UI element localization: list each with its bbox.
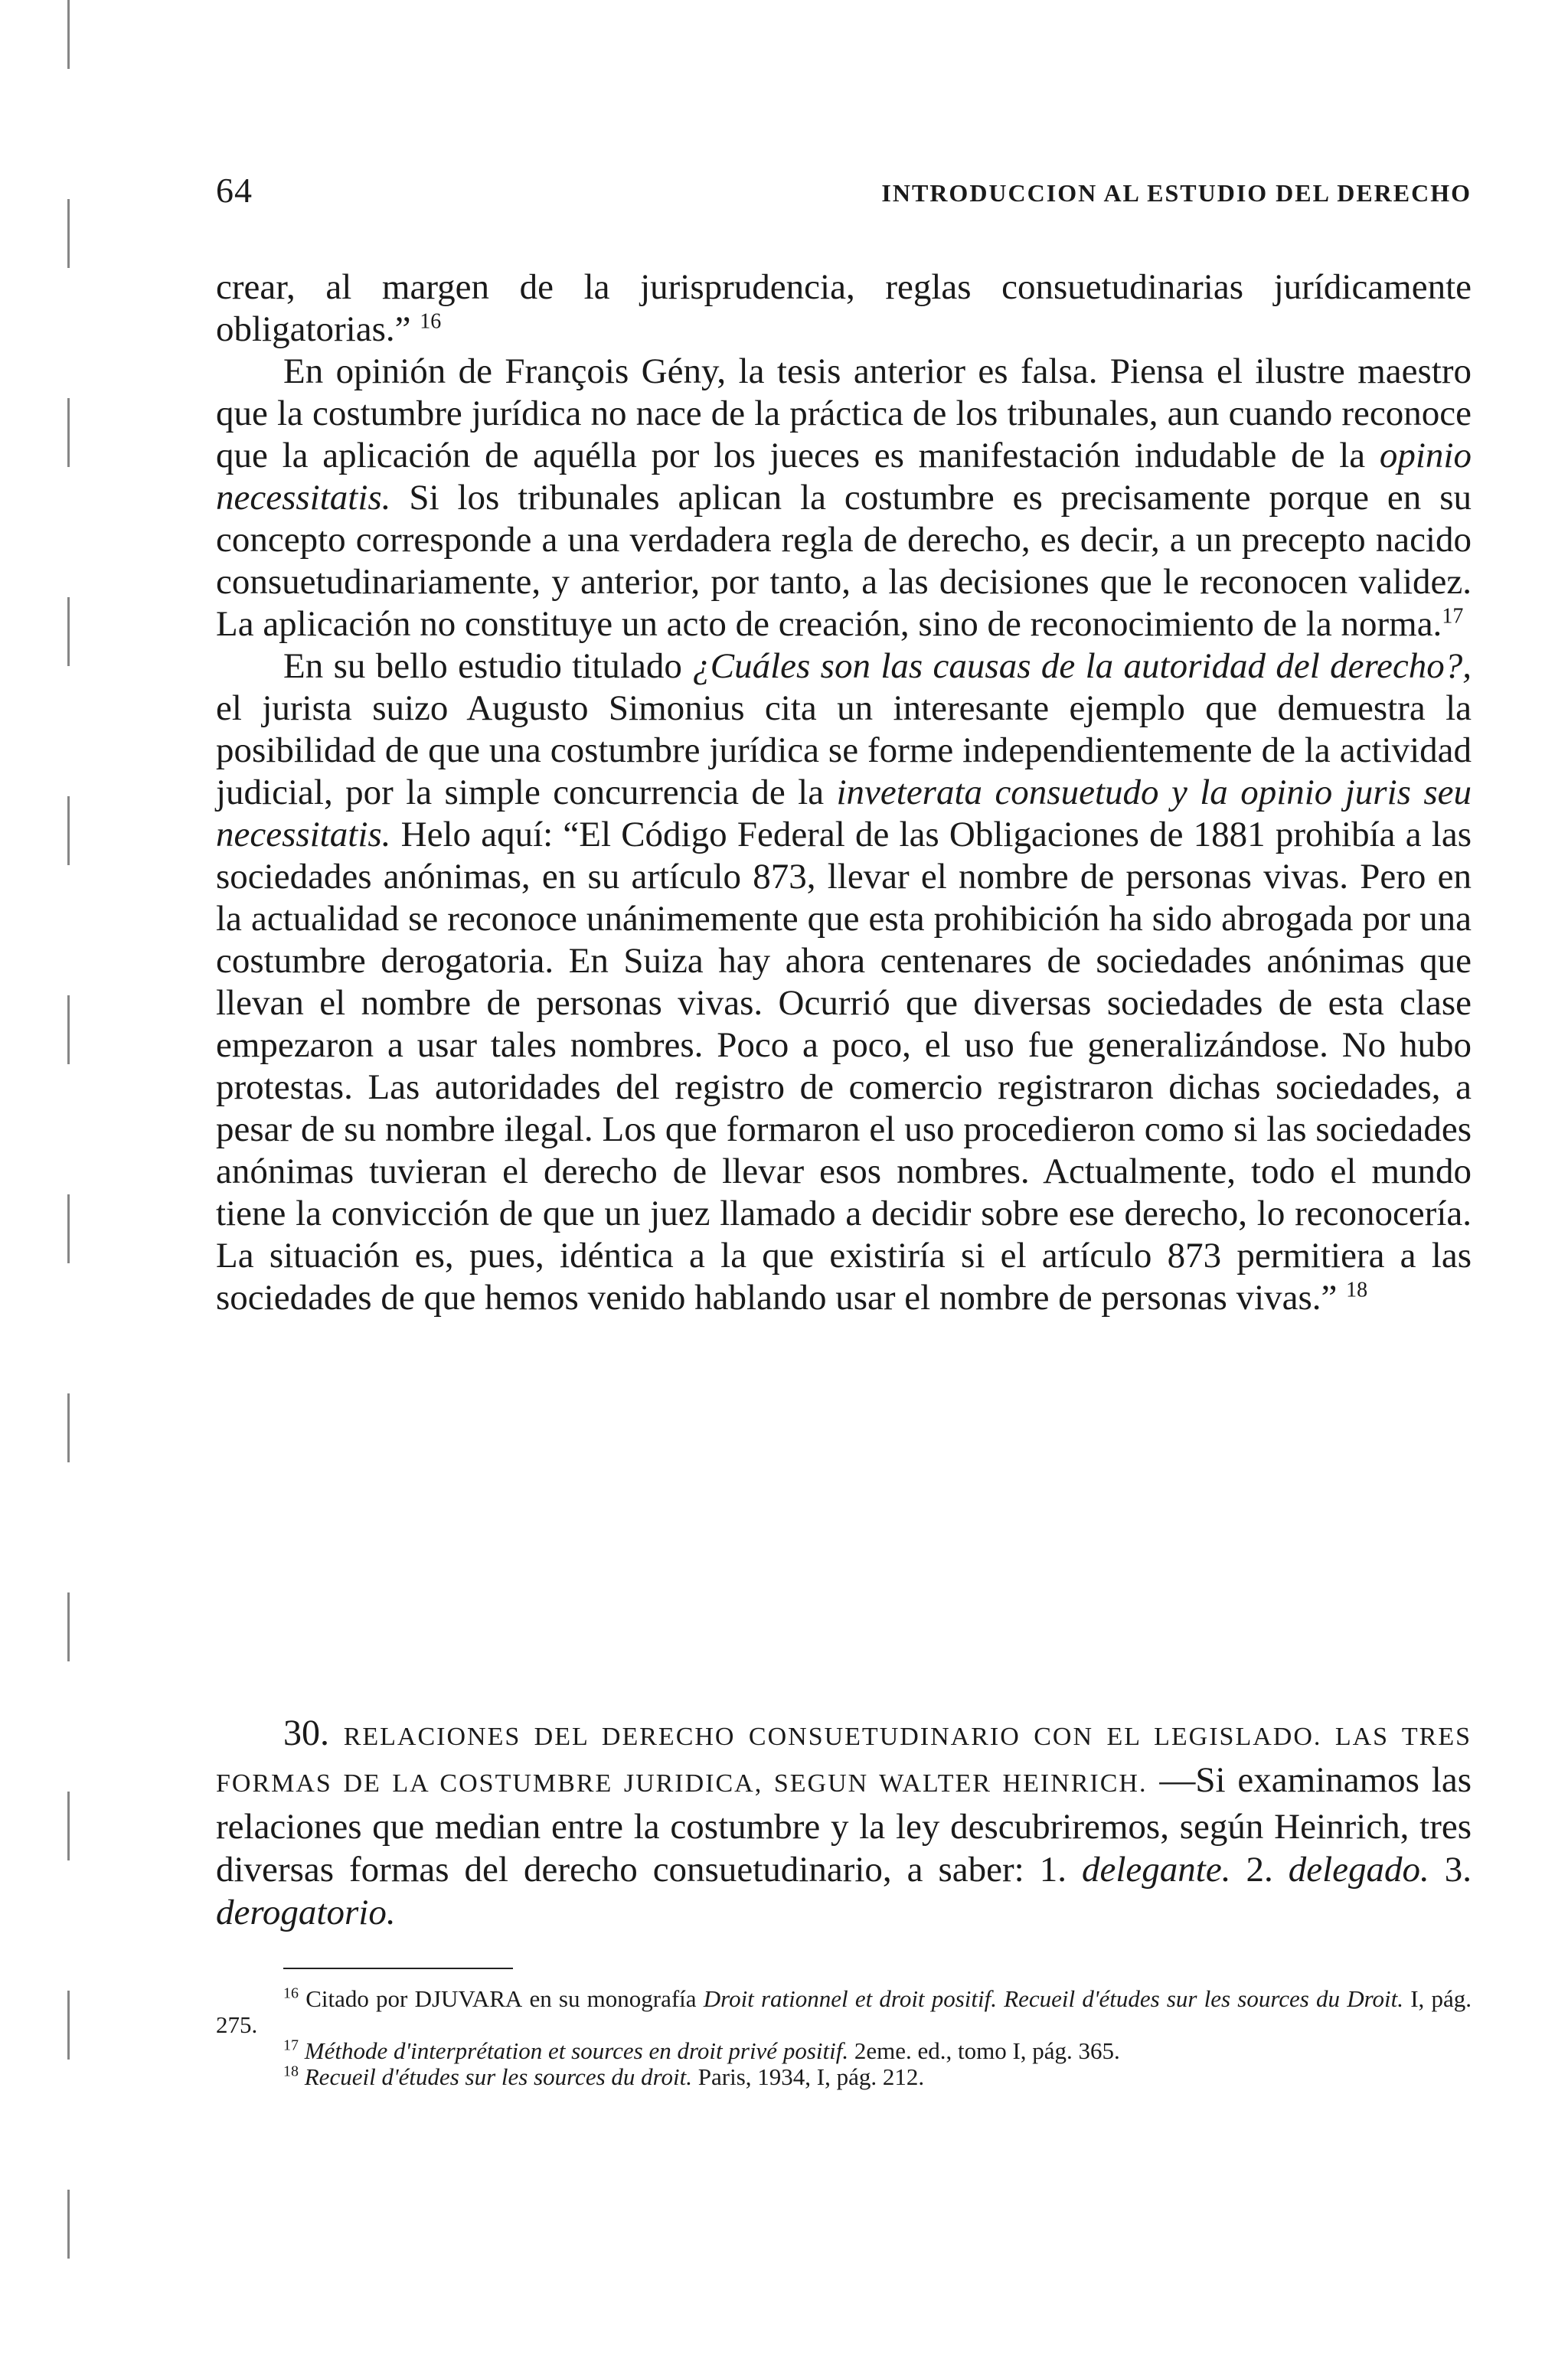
section-text: 3.: [1429, 1850, 1472, 1890]
footnote-number: 17: [283, 2037, 299, 2054]
italic-term: opinio necessitatis.: [216, 436, 1472, 518]
section-paragraph: [216, 1712, 1472, 1934]
italic-term: delegante.: [1082, 1850, 1231, 1890]
section-text: —Si examinamos las relaciones que median entre la costumbre y la ley descubriremos, según Heinrich, tres diversas formas del derecho consuetudinario, a saber: 1.: [216, 1760, 1472, 1890]
page-number: 64: [216, 171, 253, 210]
italic-term: derogatorio.: [216, 1893, 396, 1932]
footnote-text: Paris, 1934, I, pág. 212.: [692, 2063, 925, 2090]
italic-title: ¿Cuáles son las causas de la autoridad del derecho?,: [692, 646, 1472, 686]
scan-edge-line: [67, 0, 70, 2365]
section-text: 2.: [1230, 1850, 1289, 1890]
footnote-author: DJUVARA: [414, 1985, 523, 2012]
paragraph-1: [216, 266, 1472, 351]
footnote-text: 2eme. ed., tomo I, pág. 365.: [848, 2037, 1120, 2064]
footnote-ref-16: 16: [420, 309, 442, 334]
footnote-number: 16: [283, 1984, 299, 2002]
paragraph-text: Helo aquí: “El Código Federal de las Obligaciones de 1881 prohibía a las sociedades anónimas, en su artículo 873, llevar el nombre de personas vivas. Pero en la actualidad se reconoce unánimemente que esta prohibición ha sido abrogada por una costumbre derogatoria. En Suiza hay ahora centenares de sociedades anónimas que llevan el nombre de personas vivas. Ocurrió que diversas sociedades de esta clase empezaron a usar tales nombres. Poco a poco, el uso fue generalizándose. No hubo protestas. Las autoridades del registro de comercio registraron dichas sociedades, a pesar de su nombre ilegal. Los que formaron el uso procedieron como si las sociedades anónimas tuvieran el derecho de llevar esos nombres. Actualmente, todo el mundo tiene la convicción de que un juez llamado a decidir sobre ese derecho, lo reconocería. La situación es, pues, idéntica a la que existiría si el artículo 873 permitiera a las sociedades de que hemos venido hablando usar el nombre de personas vivas.”: [216, 815, 1472, 1318]
paragraph-3: [216, 645, 1472, 1319]
italic-term: delegado.: [1288, 1850, 1429, 1890]
footnote-text: I, pág. 275.: [216, 1985, 1472, 2038]
footnote-title: Droit rationnel et droit positif. Recueil d'études sur les sources du Droit.: [703, 1985, 1404, 2012]
footnote-ref-18: 18: [1346, 1278, 1368, 1302]
footnotes: [216, 1986, 1472, 2090]
body-text: [216, 266, 1472, 1319]
paragraph-text: el jurista suizo Augusto Simonius cita un interesante ejemplo que demuestra la posibilidad de que una costumbre jurídica se forme independientemente de la actividad judicial, por la simple concurrencia de la: [216, 688, 1472, 812]
footnote-18: [216, 2064, 1472, 2090]
paragraph-text: crear, al margen de la jurisprudencia, reglas consuetudinarias jurídicamente obligatorias.”: [216, 267, 1472, 349]
paragraph-text: En su bello estudio titulado: [283, 646, 693, 686]
italic-term: inveterata consuetudo y la opinio juris seu necessitatis.: [216, 773, 1472, 854]
section-number: 30.: [283, 1713, 329, 1753]
section-heading: RELACIONES DEL DERECHO CONSUETUDINARIO CON EL LEGISLADO. LAS TRES FORMAS DE LA COSTUMBRE JURIDICA, SEGUN WALTER HEINRICH.: [216, 1723, 1472, 1798]
footnote-text: en su monografía: [522, 1985, 704, 2012]
paragraph-text: En opinión de François Gény, la tesis anterior es falsa. Piensa el ilustre maestro que la costumbre jurídica no nace de la práctica de los tribunales, aun cuando reconoce que la aplicación de aquélla por los jueces es manifestación indudable de la: [216, 351, 1472, 475]
footnote-title: Méthode d'interprétation et sources en droit privé positif.: [304, 2037, 849, 2064]
footnote-text: Citado por: [305, 1985, 415, 2012]
footnote-17: [216, 2038, 1472, 2064]
paragraph-2: [216, 351, 1472, 645]
footnote-divider: [283, 1968, 513, 1969]
page-header: [216, 170, 1472, 216]
footnote-title: Recueil d'études sur les sources du droit.: [304, 2063, 693, 2090]
footnote-number: 18: [283, 2063, 299, 2080]
section-30: [216, 1712, 1472, 1934]
paragraph-text: Si los tribunales aplican la costumbre es precisamente porque en su concepto corresponde a una verdadera regla de derecho, es decir, a un precepto nacido consuetudinariamente, y anterior, por tanto, a las decisiones que le reconocen validez. La aplicación no constituye un acto de creación, sino de reconocimiento de la norma.: [216, 478, 1472, 644]
footnote-16: [216, 1986, 1472, 2038]
footnote-ref-17: 17: [1442, 604, 1464, 629]
running-head: INTRODUCCION AL ESTUDIO DEL DERECHO: [881, 179, 1472, 207]
